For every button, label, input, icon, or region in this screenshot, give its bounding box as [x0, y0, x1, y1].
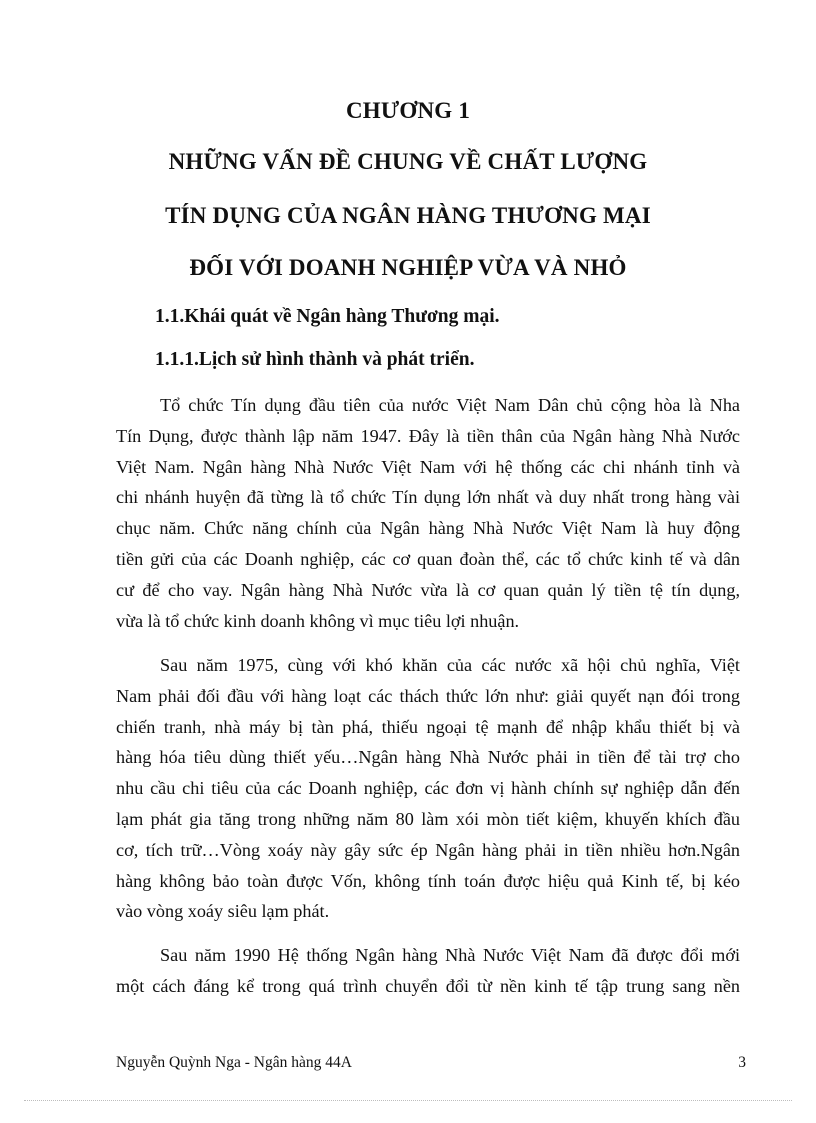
paragraph-line: chục năm. Chức năng chính của Ngân hàng Nhà Nước Việt Nam là huy động	[116, 518, 740, 539]
paragraph-line: vào vòng xoáy siêu lạm phát.	[116, 901, 330, 922]
paragraph-line: cư để cho vay. Ngân hàng Nhà Nước vừa là cơ quan quản lý tiền tệ tín dụng,	[116, 579, 740, 600]
footer-author: Nguyễn Quỳnh Nga - Ngân hàng 44A	[116, 1054, 352, 1071]
paragraph-line: cơ, tích trữ…Vòng xoáy này gây sức ép Ngân hàng phải in tiền nhiều hơn.Ngân	[116, 839, 740, 860]
chapter-title-line-2: TÍN DỤNG CỦA NGÂN HÀNG THƯƠNG MẠI	[165, 203, 651, 228]
page-number: 3	[738, 1054, 746, 1071]
paragraph-line: hàng không bảo toàn được Vốn, không tính toán được hiệu quả Kinh tế, bị kéo	[116, 870, 740, 891]
section-heading-1-1-1: 1.1.1.Lịch sử hình thành và phát triển.	[155, 349, 475, 370]
chapter-title-line-1: NHỮNG VẤN ĐỀ CHUNG VỀ CHẤT LƯỢNG	[168, 149, 648, 174]
section-heading-1-1: 1.1.Khái quát về Ngân hàng Thương mại.	[155, 306, 500, 327]
paragraph-line: Tổ chức Tín dụng đầu tiên của nước Việt Nam Dân chủ cộng hòa là Nha	[160, 395, 740, 415]
paragraph-line: nhu cầu chi tiêu của các Doanh nghiệp, các đơn vị hành chính sự nghiệp dẫn đến	[116, 778, 740, 799]
paragraph-line: chi nhánh huyện đã từng là tổ chức Tín dụng lớn nhất và duy nhất trong hàng vài	[116, 487, 740, 508]
paragraph-line: tiền gửi của các Doanh nghiệp, các cơ quan đoàn thể, các tổ chức kinh tế và dân	[116, 548, 740, 569]
paragraph-line: Sau năm 1975, cùng với khó khăn của các nước xã hội chủ nghĩa, Việt	[160, 655, 740, 675]
chapter-number: CHƯƠNG 1	[345, 98, 471, 123]
paragraph-line: một cách đáng kể trong quá trình chuyển đổi từ nền kinh tế tập trung sang nền	[116, 975, 740, 996]
paragraph-2	[116, 650, 740, 927]
paragraph-line: Nam phải đối đầu với hàng loạt các thách thức lớn như: giải quyết nạn đói trong	[116, 685, 740, 706]
chapter-title-line-3: ĐỐI VỚI DOANH NGHIỆP VỪA VÀ NHỎ	[189, 255, 627, 280]
paragraph-line: vừa là tổ chức kinh doanh không vì mục tiêu lợi nhuận.	[116, 610, 520, 631]
paragraph-line: Việt Nam. Ngân hàng Nhà Nước Việt Nam với hệ thống các chi nhánh tỉnh và	[116, 456, 740, 477]
paragraph-line: lạm phát gia tăng trong những năm 80 làm xói mòn tiết kiệm, khuyến khích đầu	[116, 808, 740, 829]
footer-divider	[24, 1100, 792, 1101]
paragraph-line: hàng hóa tiêu dùng thiết yếu…Ngân hàng Nhà Nước phải in tiền để tài trợ cho	[116, 747, 740, 768]
page-footer	[116, 1054, 746, 1072]
paragraph-1	[116, 390, 740, 636]
paragraph-line: chiến tranh, nhà máy bị tàn phá, thiếu ngoại tệ mạnh để nhập khẩu thiết bị và	[116, 716, 740, 737]
paragraph-3	[116, 940, 740, 1002]
paragraph-line: Tín Dụng, được thành lập năm 1947. Đây là tiền thân của Ngân hàng Nhà Nước	[116, 425, 740, 446]
paragraph-line: Sau năm 1990 Hệ thống Ngân hàng Nhà Nước Việt Nam đã được đổi mới	[160, 945, 740, 965]
